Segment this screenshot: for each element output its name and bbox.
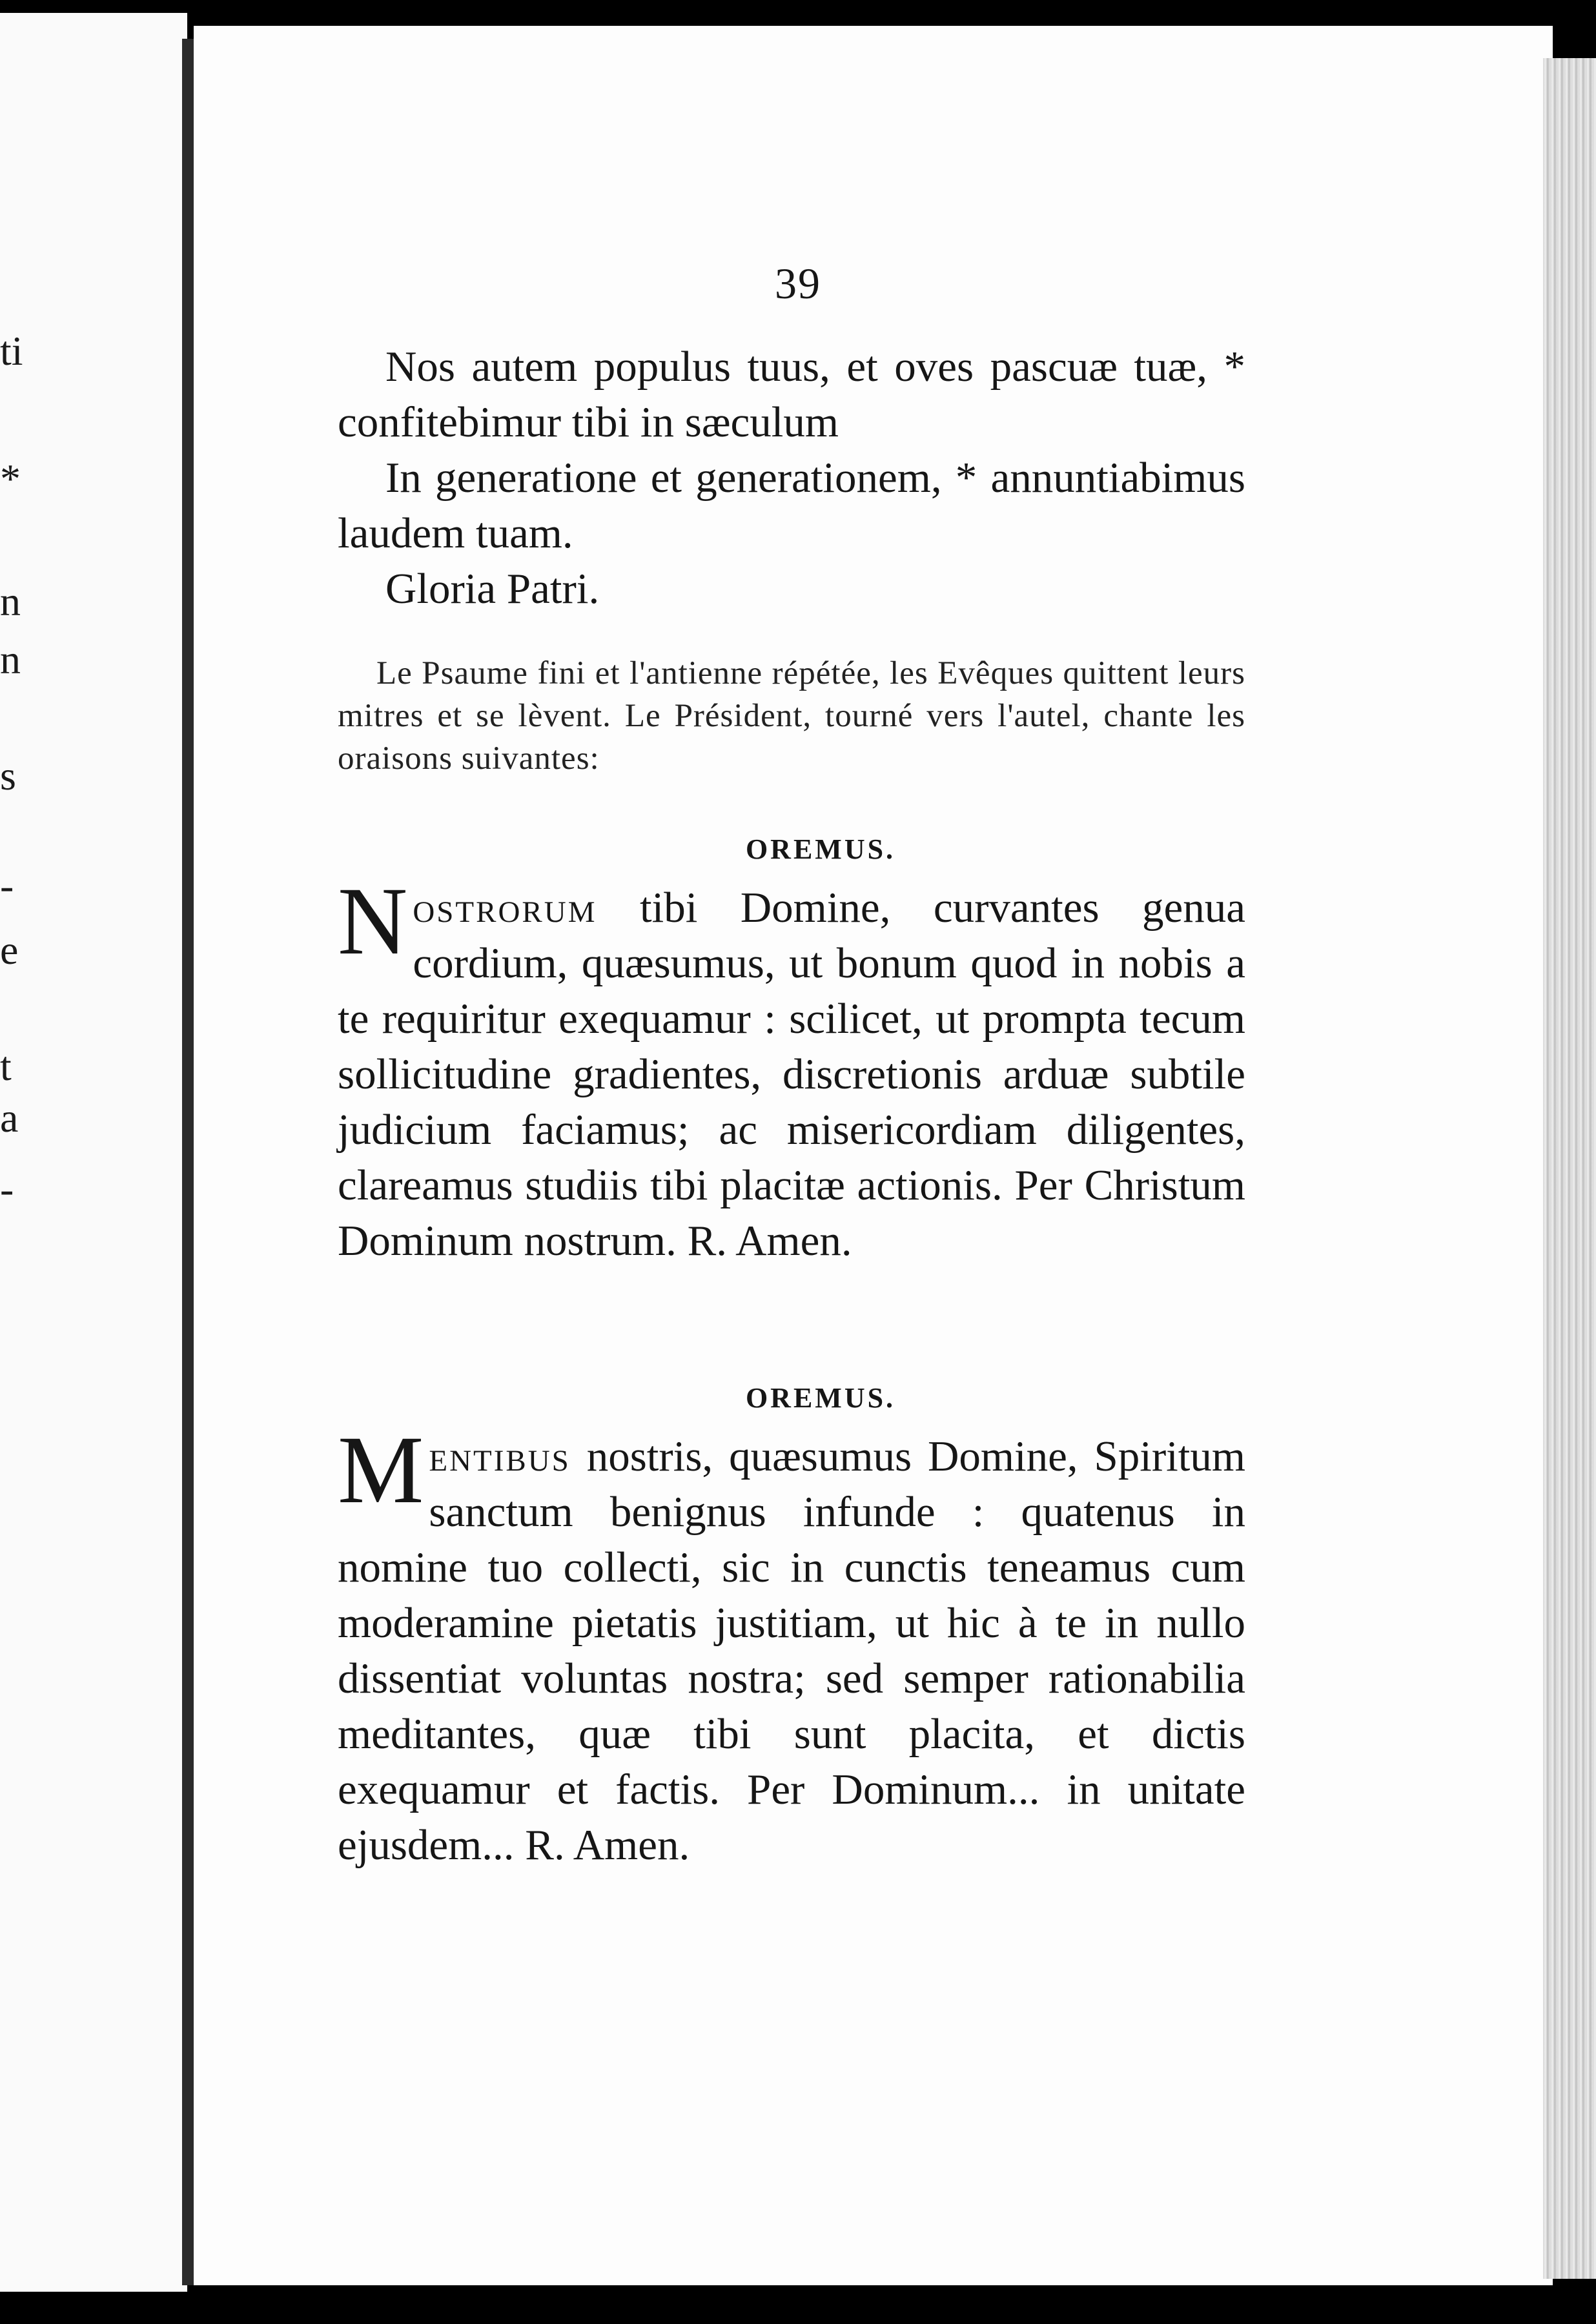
prayer-text	[338, 868, 1245, 1269]
left-page-fragment: a	[0, 1097, 19, 1139]
drop-cap: M	[338, 1416, 424, 1524]
left-page-fragment: s	[0, 755, 16, 797]
psalm-verse: In generatione et generationem, * annuntiabimus laudem tuam.	[338, 454, 1245, 557]
page-number: 39	[775, 259, 821, 308]
prayer-lead-word: ostrorum	[413, 884, 597, 932]
left-page-fragment: *	[0, 458, 21, 500]
prayer-1	[338, 833, 1245, 1269]
left-page-fragment: -	[0, 1168, 14, 1210]
psalm-verse: Nos autem populus tuus, et oves pascuæ tuæ, * confitebimur tibi in sæculum	[338, 343, 1245, 446]
left-page-fragment: ti	[0, 331, 23, 372]
left-page	[0, 13, 187, 2292]
prayer-text	[338, 1416, 1245, 1873]
drop-cap: N	[338, 868, 408, 975]
psalm-block	[338, 339, 1245, 617]
prayer-heading: OREMUS.	[745, 833, 896, 865]
rubric-instruction: Le Psaume fini et l'antienne répétée, les Evêques quittent leurs mitres et se lèvent. Le Président, tourné vers l'autel, chante les oraisons suivantes:	[338, 655, 1245, 777]
prayer-body: tibi Domine, curvantes genua cordium, quæsumus, ut bonum quod in nobis a te requiritur exequamur : scilicet, ut prompta tecum sollicitudine gradientes, discretionis arduæ subtile judicium faciamus; ac misericordiam diligentes, clareamus studiis tibi placitæ actionis. Per Christum Dominum nostrum. R. Amen.	[338, 884, 1245, 1265]
prayer-heading: OREMUS.	[745, 1382, 896, 1414]
left-page-fragment: t	[0, 1046, 12, 1087]
gloria-patri: Gloria Patri.	[385, 565, 600, 613]
left-page-fragment: e	[0, 930, 19, 971]
left-page-fragment: -	[0, 865, 14, 906]
prayer-lead-word: entibus	[429, 1432, 571, 1480]
left-page-fragment: n	[0, 581, 21, 622]
rubric-block	[338, 652, 1245, 780]
prayer-2	[338, 1381, 1245, 1873]
prayer-body: nostris, quæsumus Domine, Spiritum sanctum benignus infunde : quatenus in nomine tuo collecti, sic in cunctis teneamus cum moderamine pietatis justitiam, ut hic à te in nullo dissentiat voluntas nostra; sed semper rationabilia meditantes, quæ tibi sunt placita, et dictis exequamur et factis. Per Dominum... in unitate ejusdem... R. Amen.	[338, 1432, 1245, 1869]
page-edge	[1543, 58, 1596, 2279]
left-page-fragment: n	[0, 639, 21, 680]
